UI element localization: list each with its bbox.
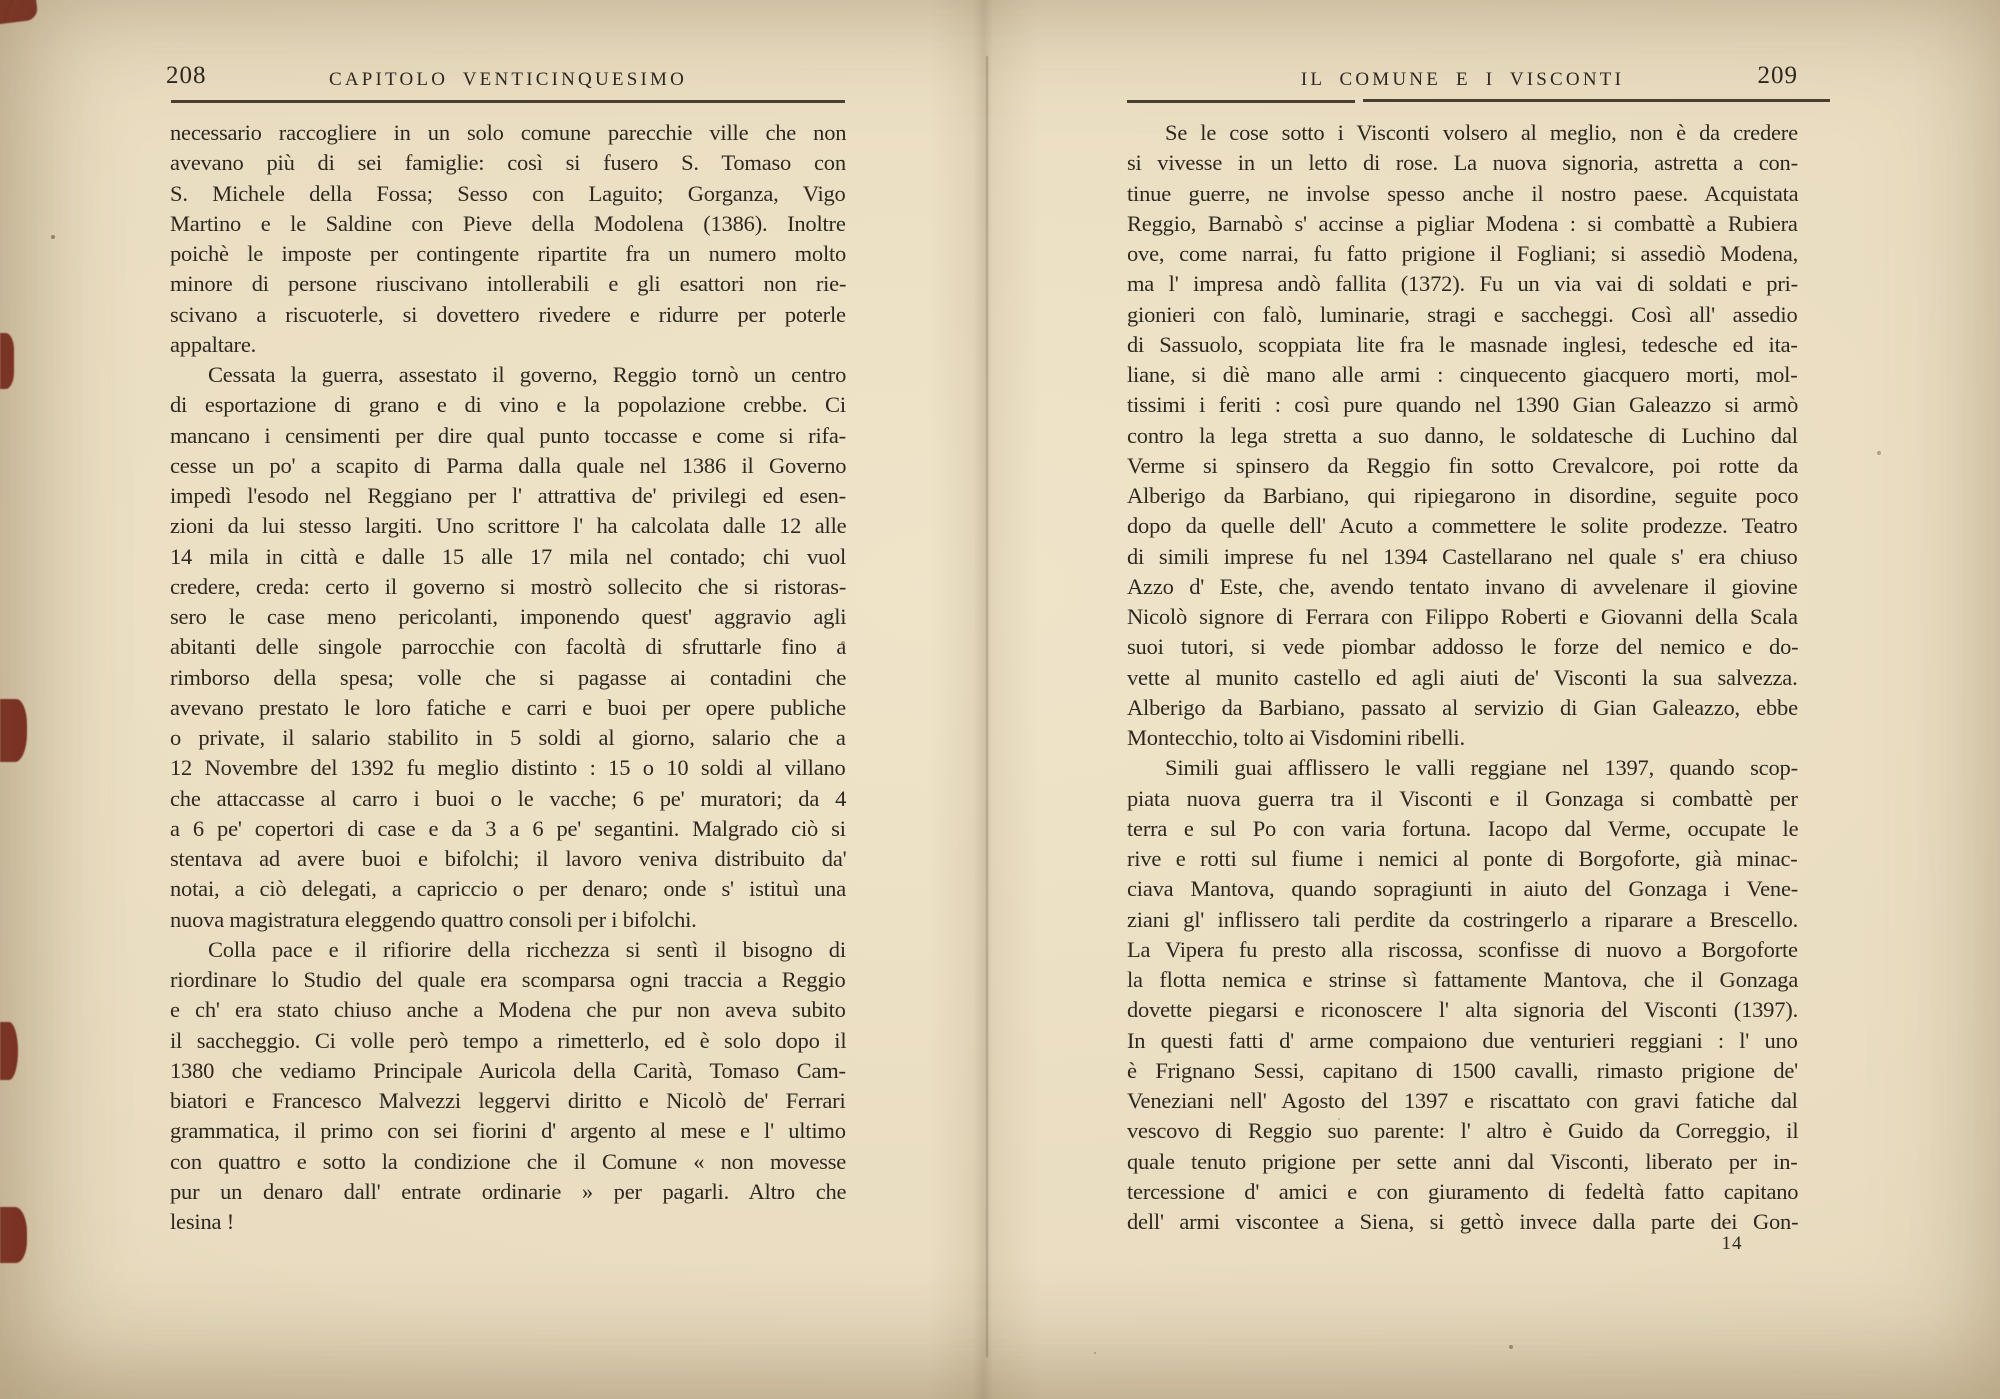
text-line: tissimi i feriti : così pure quando nel 1390 Gian Galeazzo si armò: [1127, 392, 1799, 418]
text-line: pur un denaro dall' entrate ordinarie » per pagarli. Altro che: [170, 1178, 847, 1204]
text-line: cesse un po' a scapito di Parma dalla quale nel 1386 il Governo: [170, 452, 847, 478]
text-line: ove, come narrai, fu fatto prigione il Fogliani; si assediò Modena,: [1127, 241, 1799, 266]
text-line: quale tenuto prigione per sette anni dal Visconti, liberato per in-: [1127, 1148, 1798, 1174]
text-line: ziani gl' inflissero tali perdite da costringerlo a riparare a Brescello.: [1127, 906, 1799, 932]
scan-edge-mark: [0, 0, 38, 24]
page-number-right: 209: [1757, 62, 1798, 89]
header-rule-right: [1127, 100, 1355, 103]
text-line: Nicolò signore di Ferrara con Filippo Roberti e Giovanni della Scala: [1127, 604, 1798, 629]
text-line: vette al munito castello ed agli aiuti de' Visconti la sua salvezza.: [1127, 664, 1798, 690]
text-line: il saccheggio. Ci volle però tempo a rimetterlo, ed è solo dopo il: [170, 1027, 847, 1053]
text-line: terra e sul Po con varia fortuna. Iacopo dal Verme, occupate le: [1127, 815, 1799, 841]
text-line: 12 Novembre del 1392 fu meglio distinto : 15 o 10 soldi al villano: [170, 755, 846, 781]
text-line: Verme si spinsero da Reggio fin sotto Crevalcore, poi rotte da: [1127, 452, 1799, 478]
text-line: lesina !: [170, 1209, 234, 1234]
text-line: vescovo di Reggio suo parente: l' altro è Guido da Correggio, il: [1127, 1118, 1799, 1144]
text-line: grammatica, il primo con sei fiorini d' argento al mese e l' ultimo: [170, 1118, 846, 1144]
text-line: riordinare lo Studio del quale era scomparsa ogni traccia a Reggio: [170, 967, 846, 992]
text-line: o private, il salario stabilito in 5 soldi al giorno, salario che a: [170, 725, 846, 750]
text-line: mancano i censimenti per dire qual punto toccasse e come si rifa-: [170, 422, 846, 448]
text-line: dell' armi viscontee a Siena, si gettò invece dalla parte dei Gon-: [1127, 1209, 1799, 1234]
text-line: minore di persone riuscivano intollerabili e gli esattori non rie-: [170, 271, 847, 297]
text-line: tinue guerre, ne involse spesso anche il nostro paese. Acquistata: [1127, 180, 1799, 206]
text-line: e ch' era stato chiuso anche a Modena che pur non aveva subito: [170, 997, 846, 1023]
text-line: stentava ad avere buoi e bifolchi; il lavoro veniva distribuito da': [170, 846, 847, 871]
scan-edge-mark: [0, 1022, 18, 1080]
text-line: Azzo d' Este, che, avendo tentato invano di avvelenare il giovine: [1127, 573, 1798, 599]
text-line: la flotta nemica e strinse sì fattamente Mantova, che il Gonzaga: [1127, 967, 1799, 992]
text-line: ma l' impresa andò fallita (1372). Fu un via vai di soldati e pri-: [1127, 271, 1798, 297]
text-line: di esportazione di grano e di vino e la popolazione crebbe. Ci: [170, 392, 846, 418]
text-line: suoi tutori, si vede piombar addosso le forze del nemico e do-: [1127, 634, 1799, 660]
text-line: di simili imprese fu nel 1394 Castellarano nel quale s' era chiuso: [1127, 543, 1798, 569]
text-line: di Sassuolo, scoppiata lite fra le masnade inglesi, tedesche ed ita-: [1127, 331, 1798, 357]
text-line: notai, a ciò delegati, a capriccio o per denaro; onde s' istituì una: [170, 876, 846, 902]
scan-edge-mark: [0, 333, 14, 389]
text-line: Cessata la guerra, assestato il governo, Reggio tornò un centro: [208, 362, 847, 387]
text-line: che attaccasse al carro i buoi o le vacche; 6 pe' muratori; da 4: [170, 785, 847, 811]
text-line: è Frignano Sessi, capitano di 1500 cavalli, rimasto prigione de': [1127, 1057, 1799, 1083]
text-line: Martino e le Saldine con Pieve della Modolena (1386). Inoltre: [170, 210, 846, 236]
text-line: rive e rotti sul fiume i nemici al ponte di Borgoforte, già minac-: [1127, 846, 1798, 871]
text-column-right: [1127, 118, 1798, 1237]
text-line: Simili guai afflissero le valli reggiane nel 1397, quando scop-: [1165, 755, 1798, 781]
text-line: dopo da quelle dell' Acuto a commettere le solite prodezze. Teatro: [1127, 513, 1798, 539]
text-line: tercessione d' amici e con giuramento di fedeltà fatto capitano: [1127, 1178, 1799, 1204]
text-line: appaltare.: [170, 331, 257, 357]
header-rule-left: [171, 100, 845, 103]
page-gutter-shadow: [928, 0, 1040, 1399]
text-line: Alberigo da Barbiano, passato al servizio di Gian Galeazzo, ebbe: [1127, 694, 1798, 720]
page-number-left: 208: [166, 62, 207, 89]
text-column-left: [170, 118, 846, 1237]
text-line: avevano prestato le loro fatiche e carri e buoi per opere publiche: [170, 694, 846, 720]
text-line: scivano a riscuoterle, si dovettero rivedere e ridurre per poterle: [170, 301, 846, 327]
dust-specks: [0, 0, 2, 2]
text-line: necessario raccogliere in un solo comune parecchie ville che non: [170, 120, 847, 145]
text-line: avevano più di sei famiglie: così si fusero S. Tomaso con: [170, 150, 846, 176]
text-line: credere, creda: certo il governo si mostrò sollecito che si ristoras-: [170, 573, 847, 599]
text-line: si vivesse in un letto di rose. La nuova signoria, astretta a con-: [1127, 150, 1798, 176]
text-line: rimborso della spesa; volle che si pagasse ai contadini che: [170, 664, 847, 690]
header-rule-right: [1363, 99, 1830, 102]
scan-edge-mark: [0, 1207, 27, 1263]
text-line: poichè le imposte per contingente ripartite fra un numero molto: [170, 241, 847, 266]
text-line: nuova magistratura eleggendo quattro consoli per i bifolchi.: [170, 906, 697, 932]
text-line: dovette piegarsi e riconoscere l' alta signoria del Visconti (1397).: [1127, 997, 1799, 1023]
text-line: 1380 che vediamo Principale Auricola della Carità, Tomaso Cam-: [170, 1057, 846, 1083]
text-line: piata nuova guerra tra il Visconti e il Gonzaga si combattè per: [1127, 785, 1798, 811]
text-line: abitanti delle singole parrocchie con facoltà di sfruttarle fino a: [170, 634, 847, 660]
text-line: impedì l'esodo nel Reggiano per l' attrattiva de' privilegi ed esen-: [170, 483, 846, 508]
text-line: gionieri con falò, luminarie, stragi e saccheggi. Così all' assedio: [1127, 301, 1798, 327]
text-line: Veneziani nell' Agosto del 1397 e riscattato con gravi fatiche dal: [1127, 1088, 1798, 1113]
text-line: contro la lega stretta a suo danno, le soldatesche di Luchino dal: [1127, 422, 1798, 448]
text-line: La Vipera fu presto alla riscossa, sconfisse di nuovo a Borgoforte: [1127, 936, 1798, 962]
text-line: Alberigo da Barbiano, qui ripiegarono in disordine, seguite poco: [1127, 483, 1799, 508]
scan-edge-mark: [0, 699, 27, 762]
text-line: con quattro e sotto la condizione che il Comune « non movesse: [170, 1148, 847, 1174]
text-line: S. Michele della Fossa; Sesso con Laguito; Gorganza, Vigo: [170, 180, 846, 206]
text-line: zioni da lui stesso largiti. Uno scrittore l' ha calcolata dalle 12 alle: [170, 513, 847, 539]
text-line: a 6 pe' copertori di case e da 3 a 6 pe' segantini. Malgrado ciò si: [170, 815, 846, 841]
text-line: sero le case meno pericolanti, imponendo quest' aggravio agli: [170, 604, 847, 629]
text-line: In questi fatti d' arme compaiono due venturieri reggiani : l' uno: [1127, 1027, 1798, 1053]
text-line: Montecchio, tolto ai Visdomini ribelli.: [1127, 725, 1465, 750]
running-header-left: CAPITOLO VENTICINQUESIMO: [328, 69, 688, 90]
text-line: Se le cose sotto i Visconti volsero al meglio, non è da credere: [1165, 120, 1798, 145]
signature-mark: 14: [1721, 1233, 1743, 1254]
text-line: Colla pace e il rifiorire della ricchezza si sentì il bisogno di: [208, 936, 846, 962]
text-line: biatori e Francesco Malvezzi leggervi diritto e Nicolò de' Ferrari: [170, 1088, 846, 1113]
text-line: 14 mila in città e dalle 15 alle 17 mila nel contado; chi vuol: [170, 543, 847, 569]
text-line: ciava Mantova, quando sopragiunti in aiuto del Gonzaga i Vene-: [1127, 876, 1799, 902]
text-line: liane, si diè mano alle armi : cinquecento giacquero morti, mol-: [1127, 362, 1798, 387]
running-header-right: IL COMUNE E I VISCONTI: [1300, 69, 1625, 90]
text-line: Reggio, Barnabò s' accinse a pigliar Modena : si combattè a Rubiera: [1127, 210, 1798, 236]
